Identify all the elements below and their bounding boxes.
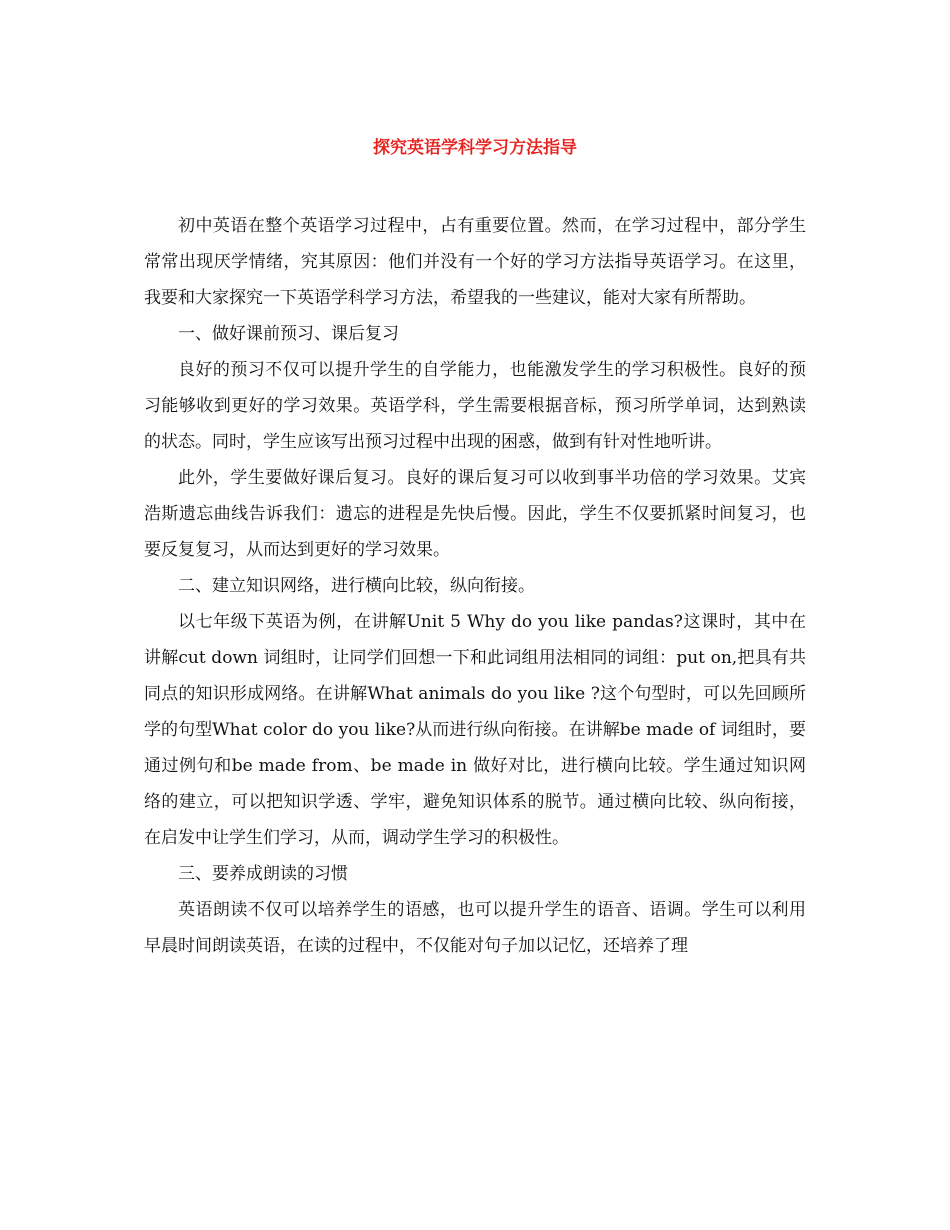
- paragraph-intro: 初中英语在整个英语学习过程中，占有重要位置。然而，在学习过程中，部分学生常常出现厌学情绪，究其原因：他们并没有一个好的学习方法指导英语学习。在这里，我要和大家探究一下英语学科学习方法，希望我的一些建议，能对大家有所帮助。: [144, 216, 806, 308]
- section-heading-reading-habit: 三、要养成朗读的习惯: [178, 864, 348, 884]
- paragraph-knowledge-network: 以七年级下英语为例，在讲解Unit 5 Why do you like pandas?这课时，其中在讲解cut down 词组时，让同学们回想一下和此词组用法相同的词组：put on,把具有共同点的知识形成网络。在讲解What animals do you like ?这个句型时，可以先回顾所学的句型What color do you like?从而进行纵向衔接。在讲解be made of 词组时，要通过例句和be made from、be made in 做好对比，进行横向比较。学生通过知识网络的建立，可以把知识学透、学牢，避免知识体系的脱节。通过横向比较、纵向衔接，在启发中让学生们学习，从而，调动学生学习的积极性。: [144, 612, 806, 848]
- paragraph-preview: 良好的预习不仅可以提升学生的自学能力，也能激发学生的学习积极性。良好的预习能够收到更好的学习效果。英语学科，学生需要根据音标，预习所学单词，达到熟读的状态。同时，学生应该写出预习过程中出现的困惑，做到有针对性地听讲。: [144, 360, 806, 452]
- section-heading-knowledge-network: 二、建立知识网络，进行横向比较，纵向衔接。: [178, 576, 535, 596]
- document-body: [144, 208, 806, 964]
- document-title: 探究英语学科学习方法指导: [373, 138, 577, 158]
- paragraph-reading-habit: 英语朗读不仅可以培养学生的语感，也可以提升学生的语音、语调。学生可以利用早晨时间朗读英语，在读的过程中，不仅能对句子加以记忆，还培养了理: [144, 900, 806, 956]
- paragraph-review: 此外，学生要做好课后复习。良好的课后复习可以收到事半功倍的学习效果。艾宾浩斯遗忘曲线告诉我们：遗忘的进程是先快后慢。因此，学生不仅要抓紧时间复习，也要反复复习，从而达到更好的学习效果。: [144, 468, 806, 560]
- section-heading-preview-review: 一、做好课前预习、课后复习: [178, 324, 399, 344]
